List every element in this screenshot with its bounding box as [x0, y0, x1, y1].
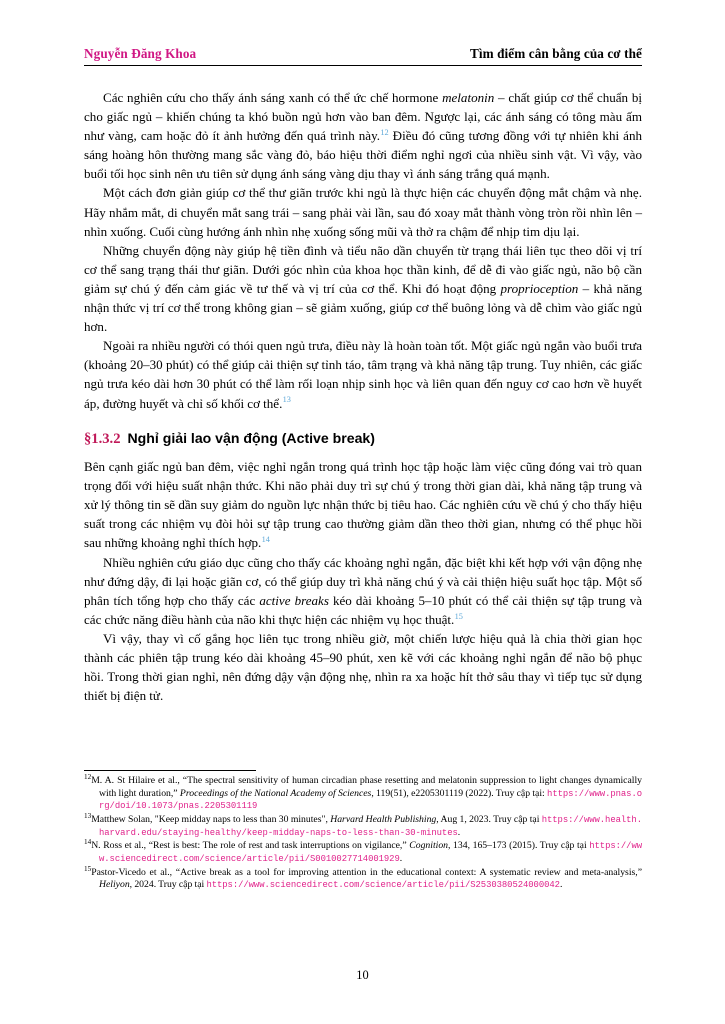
section-number: §1.3.2	[84, 430, 121, 447]
footnote-item	[84, 840, 642, 865]
body-paragraph	[84, 336, 642, 412]
footnote-link[interactable]: https://www.health.harvard.edu/staying-healthy/keep-midday-naps-to-less-than-30-minutes	[99, 814, 642, 838]
body-text: kéo dài khoảng 5–10 phút có thể cải thiện sự tập trung và các chức năng điều hành của não khi thực hiện các nhiệm vụ học thuật.	[84, 592, 643, 627]
body-text: , 119(51), e2205301119 (2022). Truy cập tại:	[371, 787, 548, 799]
emphasis-text: Proceedings of the National Academy of Sciences	[179, 787, 372, 799]
body-text: , 2024. Truy cập tại	[129, 879, 207, 891]
emphasis-text: Harvard Health Publishing	[330, 813, 437, 825]
footnote-item	[84, 864, 642, 892]
footnote-number: 12	[84, 772, 92, 781]
body-text: Ngoài ra nhiều người có thói quen ngủ trưa, điều này là hoàn toàn tốt. Một giấc ngủ ngắn vào buổi trưa (khoảng 20–30 phút) có thể giúp cải thiện sự tỉnh táo, tâm trạng và khả năng tập trung. Tuy nhiên, các giấc ngủ trưa kéo dài hơn 30 phút có thể làm rối loạn nhịp sinh học và liên quan đến nguy cơ cao hơn về huyết áp, đường huyết và chỉ số khối cơ thể.	[84, 338, 642, 411]
body-text: Nhiều nghiên cứu giáo dục cũng cho thấy các khoảng nghỉ ngắn, đặc biệt khi kết hợp với vận động nhẹ như đứng dậy, đi lại hoặc giãn cơ, có thể giúp duy trì khả năng chú ý và cải thiện hiệu suất học tập. Một số phân tích tổng hợp cho thấy các	[84, 554, 642, 608]
header-author: Nguyễn Đăng Khoa	[84, 46, 197, 61]
body-text: Vì vậy, thay vì cố gắng học liên tục trong nhiều giờ, một chiến lược hiệu quả là chia thời gian học thành các phiên tập trung kéo dài khoảng 45–90 phút, xen kẽ với các khoảng nghỉ ngắn để não bộ phục hồi. Trong thời gian nghỉ, nên đứng dậy vận động nhẹ, nhìn ra xa hoặc hít thở sâu thay vì tiếp tục sử dụng thiết bị điện tử.	[84, 630, 642, 704]
emphasis-text: melatonin	[442, 90, 495, 105]
emphasis-text: active breaks	[259, 592, 329, 608]
footnote-number: 13	[84, 811, 92, 820]
emphasis-text: proprioception	[500, 280, 579, 296]
body-text: Những chuyển động này giúp hệ tiền đình và tiểu não dần chuyển từ trạng thái liên tục theo dõi vị trí cơ thể sang trạng thái thư giãn. Dưới góc nhìn của khoa học thần kinh, để dễ đi vào giấc ngủ, não bộ cần giảm sự chú ý đến cảm giác về tư thế và vị trí của cơ thể. Khi đó hoạt động	[84, 242, 642, 296]
footnote-marker[interactable]: 15	[454, 611, 463, 621]
emphasis-text: Cognition	[409, 840, 449, 852]
emphasis-text: Heliyon	[99, 879, 130, 891]
footnote-number: 14	[84, 838, 92, 847]
body-text: – khả năng nhận thức vị trí cơ thể trong không gian – sẽ giảm xuống, giúp cơ thể buông lỏng và dễ chìm vào giấc ngủ hơn.	[84, 280, 642, 335]
running-header	[84, 46, 642, 66]
footnote-item	[84, 772, 643, 813]
body-text: Matthew Solan, "Keep midday naps to less than 30 minutes",	[91, 813, 331, 825]
body-text: .	[559, 879, 563, 891]
section-title: Nghỉ giải lao vận động (Active break)	[127, 429, 375, 446]
footnote-marker[interactable]: 12	[380, 127, 389, 137]
paragraph-group-before-section	[84, 88, 642, 413]
page-number: 10	[356, 968, 369, 982]
footnote-number: 15	[84, 864, 92, 873]
body-text: N. Ross et al., “Rest is best: The role of rest and task interruptions on vigilance,”	[91, 840, 410, 852]
body-text: M. A. St Hilaire et al., “The spectral sensitivity of human circadian phase resetting and melatonin suppression to light changes dynamically with light duration,”	[91, 775, 642, 799]
footnote-link[interactable]: https://www.sciencedirect.com/science/article/pii/S2530380524000042	[206, 880, 560, 891]
body-text: Điều đó cũng tương đồng với tự nhiên khi ánh sáng hoàng hôn thường mang sắc vàng đỏ, báo hiệu thời điểm nghỉ ngơi của nhiều sinh vật. Vì vậy, vào buổi tối học sinh nên ưu tiên sử dụng ánh sáng vàng dịu thay vì ánh sáng trắng quá mạnh.	[84, 128, 642, 182]
footnote-marker[interactable]: 14	[261, 535, 270, 545]
section-heading	[84, 430, 642, 449]
body-text: .	[457, 826, 461, 838]
body-text: Một cách đơn giản giúp cơ thể thư giãn trước khi ngủ là thực hiện các chuyển động mắt chậm và nhẹ. Hãy nhắm mắt, di chuyển mắt sang trái – sang phải vài lần, sau đó xoay mắt thành vòng tròn rồi nhìn lên – nhìn xuống. Cuối cùng hướng ánh nhìn nhẹ xuống sống mũi và thở ra chậm để nhịp tim dịu lại.	[84, 185, 642, 239]
body-paragraph	[84, 241, 642, 336]
footnote-rule	[84, 770, 256, 771]
body-text: .	[399, 852, 403, 864]
body-text: , Aug 1, 2023. Truy cập tại	[436, 813, 542, 825]
footnote-marker[interactable]: 13	[282, 395, 291, 405]
footnote-link[interactable]: https://www.pnas.org/doi/10.1073/pnas.2205301119	[99, 788, 643, 812]
body-text: Pastor-Vicedo et al., “Active break as a tool for improving attention in the educational context: A systematic review and meta-analysis,”	[91, 866, 642, 878]
body-paragraph	[84, 553, 642, 629]
body-paragraph	[84, 183, 642, 240]
body-paragraph	[84, 88, 642, 183]
footnote-list	[84, 772, 643, 892]
footnote-item	[84, 811, 642, 839]
footnote-link[interactable]: https://www.sciencedirect.com/science/article/pii/S0010027714001929	[99, 841, 643, 864]
body-text: Các nghiên cứu cho thấy ánh sáng xanh có thể ức chế hormone	[103, 90, 443, 105]
paragraph-group-after-section	[84, 457, 642, 705]
body-text: – chất giúp cơ thể chuẩn bị cho giấc ngủ – khiến chúng ta khó buồn ngủ hơn vào ban đêm. Ngược lại, các ánh sáng có tông màu ấm như vàng, cam hoặc đỏ ít ảnh hưởng đến quá trình này.	[84, 90, 642, 144]
header-title: Tìm điểm cân bằng của cơ thể	[469, 46, 642, 61]
footnote-area	[84, 770, 642, 892]
body-text: Bên cạnh giấc ngủ ban đêm, việc nghỉ ngắn trong quá trình học tập hoặc làm việc cũng đóng vai trò quan trọng đối với hiệu suất nhận thức. Khi não phải duy trì sự chú ý trong thời gian dài, khả năng tập trung và xử lý thông tin sẽ dần suy giảm do nguồn lực nhận thức bị tiêu hao. Các nghiên cứu về chú ý cho thấy hiệu suất trong các nhiệm vụ đòi hỏi sự tập trung cao thường giảm dần theo thời gian, nhưng có thể phục hồi sau những khoảng nghỉ thích hợp.	[84, 459, 642, 551]
body-paragraph	[84, 629, 642, 705]
body-content	[84, 88, 642, 705]
body-paragraph	[84, 457, 642, 552]
body-text: , 134, 165–173 (2015). Truy cập tại	[448, 840, 590, 852]
